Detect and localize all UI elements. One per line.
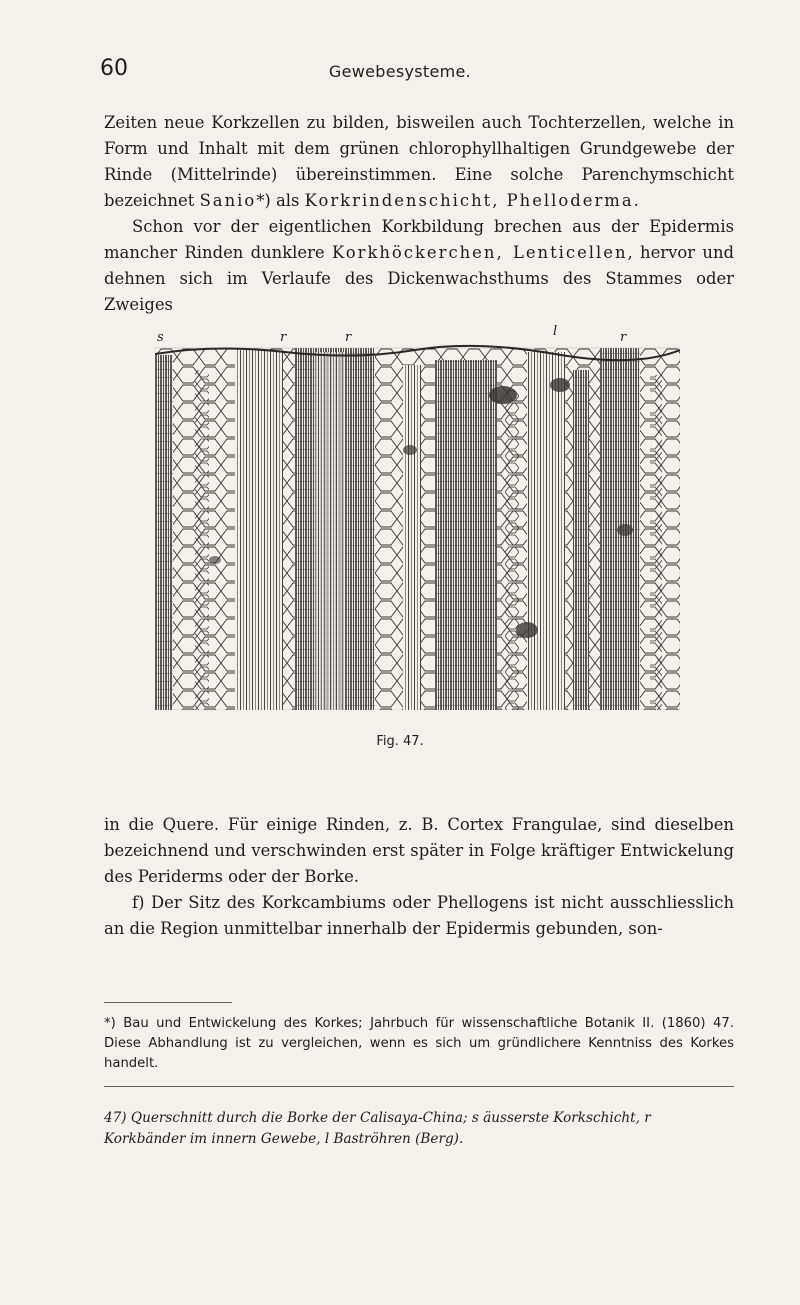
paragraph-1-text: Zeiten neue Korkzellen zu bilden, bisweilen auch Tochterzellen, welche in Form und Inhalt mit dem grünen chlorophyllhaltigen Grundgewebe der Rinde (Mittelrinde) übereinstimmen. Eine solche Parenchymschicht bezeichnet [104,113,734,210]
figure-label-r2: r [345,330,352,345]
footnote-divider [104,1002,232,1003]
paragraph-1-text-cont: *) als [256,191,305,210]
page-number: 60 [100,56,128,81]
figure-label-r1: r [280,330,287,345]
paragraph-1-end: . [633,191,639,210]
paragraph-3-text: f) Der Sitz des Korkcambiums oder Phellogens ist nicht ausschliesslich an die Region unmittelbar innerhalb der Epidermis gebunden, son- [104,893,734,938]
bark-cross-section-illustration [155,330,680,710]
footnote: *) Bau und Entwickelung des Korkes; Jahrbuch für wissenschaftliche Botanik II. (1860) 47. Diese Abhandlung ist zu vergleichen, wenn es sich um gründlichere Kenntniss des Korkes handelt. [104,1016,734,1071]
paragraph-1b [104,214,734,318]
paragraph-1b-text-cont: , hervor und dehnen sich im Verlaufe des Dickenwachsthums des Stammes oder Zweiges [104,243,735,314]
figure-note-divider [104,1086,734,1087]
paragraph-1 [104,110,734,318]
paragraph-1b-text: Schon vor der eigentlichen Korkbildung brechen aus der Epidermis mancher Rinden dunklere [104,217,734,262]
paragraph-2 [104,812,734,942]
figure-label-r3: r [620,330,627,345]
term-lenticellen: Korkhöckerchen, Lenticellen [331,243,628,262]
running-head: Gewebesysteme. [328,62,472,81]
author-name: Sanio [199,191,257,210]
paragraph-2-text: in die Quere. Für einige Rinden, z. B. Cortex Frangulae, sind dieselben bezeichnend und verschwinden erst später in Folge kräftiger Entwickelung des Periderms oder der Borke. [104,815,734,886]
figure-47 [155,324,680,710]
figure-label-l: l [553,324,558,339]
figure-note: 47) Querschnitt durch die Borke der Calisaya-China; s äusserste Korkschicht, r Korkbänder im innern Gewebe, l Baströhren (Berg). [104,1110,651,1147]
term-phelloderma: Korkrindenschicht, Phelloderma [304,191,634,210]
figure-label-s: s [157,330,164,345]
figure-caption: Fig. 47. [376,734,424,749]
